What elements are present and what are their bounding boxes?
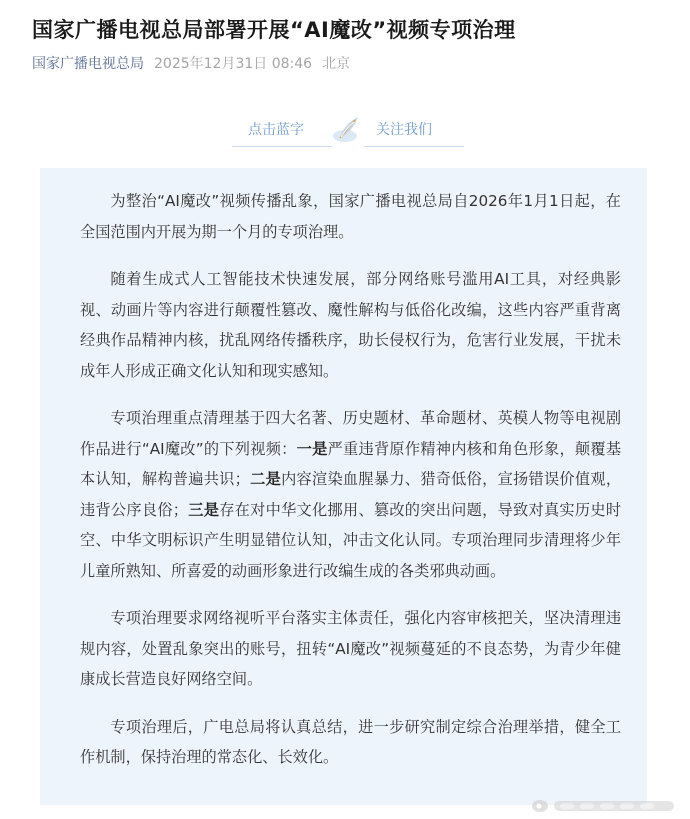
publish-time: 2025年12月31日 08:46 [154,56,313,72]
weibo-watermark-icon [530,793,680,817]
paragraph-3 [80,403,621,586]
follow-banner[interactable] [0,110,690,150]
paragraph-4: 专项治理要求网络视听平台落实主体责任，强化内容审核把关，坚决清理违规内容，处置乱象突出的账号，扭转“AI魔改”视频蔓延的不良态势，为青少年健康成长营造良好网络空间。 [80,609,621,688]
point-1-text: 严重违背原作精神内核和角色形象，颠覆基本认知，解构普遍共识； [80,439,622,488]
paragraph-2: 随着生成式人工智能技术快速发展，部分网络账号滥用AI工具，对经典影视、动画片等内容进行颠覆性篡改、魔性解构与低俗化改编，这些内容严重背离经典作品精神内核，扰乱网络传播秩序，助长侵权行为，危害行业发展，干扰未成年人形成正确文化认知和现实感知。 [80,270,621,380]
follow-divider-left [232,146,332,147]
source-account-link[interactable]: 国家广播电视总局 [32,56,144,72]
paragraph-3-intro: 专项治理重点清理基于四大名著、历史题材、革命题材、英模人物等电视剧作品进行“AI魔改”的下列视频： [80,409,621,458]
paragraph-1: 为整治“AI魔改”视频传播乱象，国家广播电视总局自2026年1月1日起，在全国范围内开展为期一个月的专项治理。 [80,192,621,241]
feather-pen-icon [330,112,364,146]
paragraph-5: 专项治理后，广电总局将认真总结，进一步研究制定综合治理举措，健全工作机制，保持治理的常态化、长效化。 [80,717,621,766]
point-3-text: 存在对中华文化挪用、篡改的突出问题，导致对真实历史时空、中华文明标识产生明显错位认知，冲击文化认同。专项治理同步清理将少年儿童所熟知、所喜爱的动画形象进行改编生成的各类邪典动画。 [80,500,622,580]
point-1-label: 一是 [296,439,328,458]
publish-location: 北京 [322,56,351,72]
follow-left-label: 点击蓝字 [248,122,304,138]
point-2-text: 内容渲染血腥暴力、猎奇低俗，宣扬错误价值观，违背公序良俗； [80,470,622,519]
point-2-label: 二是 [249,470,282,488]
article-body [40,168,647,805]
follow-divider-right [364,146,464,147]
article-title: 国家广播电视总局部署开展“AI魔改”视频专项治理 [32,18,516,42]
article-meta [32,53,350,73]
follow-right-label: 关注我们 [376,122,432,138]
point-3-label: 三是 [187,500,220,519]
